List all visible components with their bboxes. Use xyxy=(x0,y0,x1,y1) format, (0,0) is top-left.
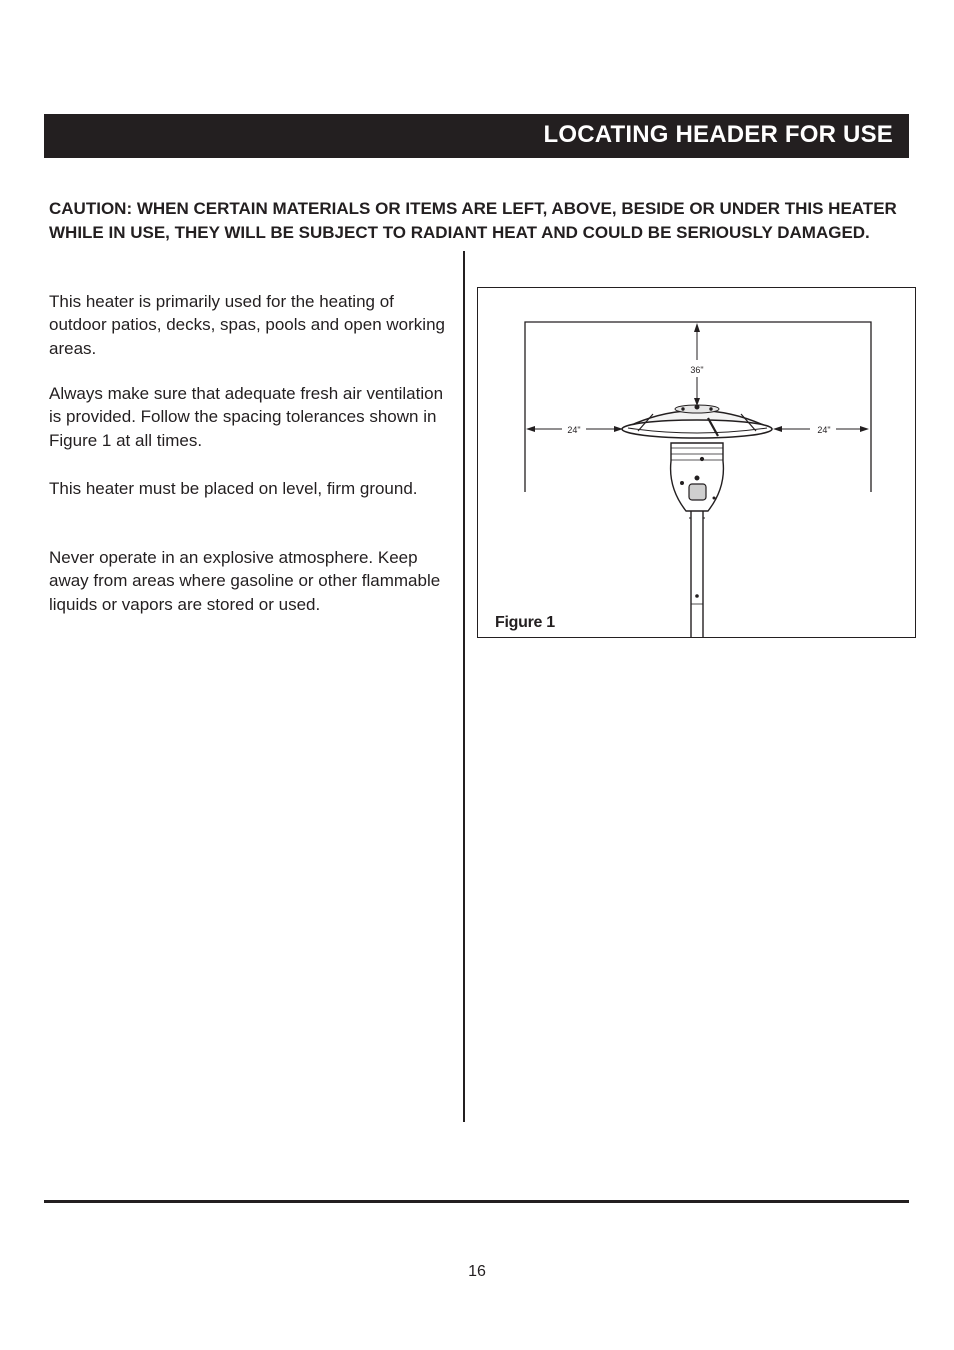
left-clearance-label: 24" xyxy=(567,425,581,435)
heater-clearance-diagram xyxy=(478,288,915,637)
paragraph-explosive-warning: Never operate in an explosive atmosphere. Keep away from areas where gasoline or other flammable liquids or vapors are stored or used. xyxy=(49,548,441,614)
section-header-bar xyxy=(44,114,909,158)
footer-rule xyxy=(44,1200,909,1203)
paragraph-usage: This heater is primarily used for the heating of outdoor patios, decks, spas, pools and open working areas. xyxy=(49,292,445,358)
section-title: LOCATING HEADER FOR USE xyxy=(543,121,893,148)
figure-1-box xyxy=(477,287,916,638)
column-divider xyxy=(463,251,465,1122)
top-clearance-label: 36" xyxy=(690,365,704,375)
heater-illustration xyxy=(622,405,772,637)
page-number: 16 xyxy=(468,1263,486,1280)
right-clearance-label: 24" xyxy=(817,425,831,435)
paragraph-placement: This heater must be placed on level, firm ground. xyxy=(49,479,418,498)
top-arrow-head xyxy=(694,323,700,332)
figure-caption: Figure 1 xyxy=(495,614,555,631)
caution-notice: CAUTION: WHEN CERTAIN MATERIALS OR ITEMS ARE LEFT, ABOVE, BESIDE OR UNDER THIS HEATER WHILE IN USE, THEY WILL BE SUBJECT TO RADIANT HEAT AND COULD BE SERIOUSLY DAMAGED. xyxy=(49,199,897,242)
paragraph-ventilation: Always make sure that adequate fresh air ventilation is provided. Follow the spacing tolerances shown in Figure 1 at all times. xyxy=(49,384,444,450)
